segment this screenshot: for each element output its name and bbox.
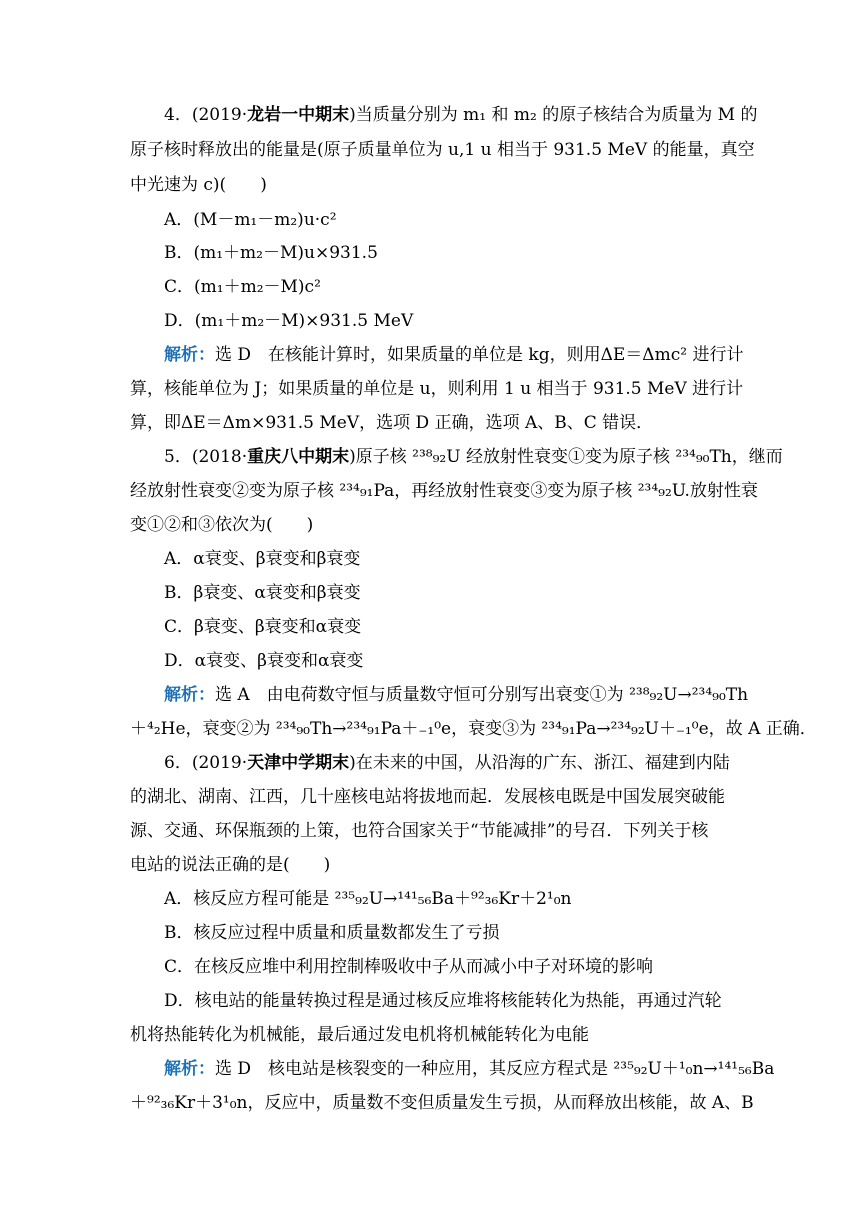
q4-analysis-line-3: 算，即ΔE＝Δm×931.5 MeV，选项 D 正确，选项 A、B、C 错误． bbox=[130, 413, 654, 433]
q4-option-b: B．(m₁＋m₂－M)u×931.5 bbox=[164, 243, 378, 263]
q6-school: 天津中学期末 bbox=[247, 753, 350, 773]
q4-line-3: 中光速为 c)( ) bbox=[130, 175, 267, 195]
q5-line-3: 变①②和③依次为( ) bbox=[130, 515, 314, 535]
q6-number: 6． bbox=[164, 753, 192, 773]
q4-analysis-line-1 bbox=[164, 344, 744, 370]
q4-option-a: A．(M－m₁－m₂)u·c² bbox=[164, 210, 337, 230]
q6-source-open: (2019· bbox=[191, 753, 248, 773]
q4-option-c: C．(m₁＋m₂－M)c² bbox=[164, 277, 321, 297]
q5-analysis-line-1 bbox=[164, 684, 749, 710]
q4-analysis-line-2: 算，核能单位为 J；如果质量的单位是 u，则利用 1 u 相当于 931.5 MeV 进行计 bbox=[130, 379, 744, 399]
q6-option-d-line-2: 机将热能转化为机械能，最后通过发电机将机械能转化为电能 bbox=[130, 1025, 589, 1045]
q6-option-a: A．核反应方程可能是 ²³⁵₉₂U→¹⁴¹₅₆Ba＋⁹²₃₆Kr＋2¹₀n bbox=[164, 889, 572, 909]
q5-source-open: (2018· bbox=[191, 447, 248, 467]
q5-option-a: A．α衰变、β衰变和β衰变 bbox=[164, 549, 361, 569]
q6-option-b: B．核反应过程中质量和质量数都发生了亏损 bbox=[164, 923, 500, 943]
q5-number: 5． bbox=[164, 447, 192, 467]
q4-analysis-label: 解析： bbox=[164, 345, 215, 365]
q6-option-c: C．在核反应堆中利用控制棒吸收中子从而减小中子对环境的影响 bbox=[164, 957, 654, 977]
q5-stem-1: )原子核 ²³⁸₉₂U 经放射性衰变①变为原子核 ²³⁴₉₀Th，继而 bbox=[349, 447, 783, 467]
q6-analysis-text-1: 选 D 核电站是核裂变的一种应用，其反应方程式是 ²³⁵₉₂U＋¹₀n→¹⁴¹₅₆Ba bbox=[215, 1059, 775, 1079]
q5-analysis-label: 解析： bbox=[164, 685, 215, 705]
q6-analysis-line-2: ＋⁹²₃₆Kr＋3¹₀n，反应中，质量数不变但质量发生亏损，从而释放出核能，故 A、B bbox=[130, 1093, 754, 1113]
q4-source-open: (2019· bbox=[191, 105, 248, 125]
q6-stem-1: )在未来的中国，从沿海的广东、浙江、福建到内陆 bbox=[349, 753, 730, 773]
q5-line-1 bbox=[164, 446, 783, 472]
q5-analysis-text-1: 选 A 由电荷数守恒与质量数守恒可分别写出衰变①为 ²³⁸₉₂U→²³⁴₉₀Th bbox=[215, 685, 749, 705]
q5-option-d: D．α衰变、β衰变和α衰变 bbox=[164, 651, 364, 671]
q4-option-d: D．(m₁＋m₂－M)×931.5 MeV bbox=[164, 311, 414, 331]
q5-option-c: C．β衰变、β衰变和α衰变 bbox=[164, 617, 362, 637]
q5-school: 重庆八中期末 bbox=[247, 447, 350, 467]
q6-line-3: 源、交通、环保瓶颈的上策，也符合国家关于“节能减排”的号召．下列关于核 bbox=[130, 821, 709, 841]
q4-stem-1: )当质量分别为 m₁ 和 m₂ 的原子核结合为质量为 M 的 bbox=[349, 105, 758, 125]
q6-line-2: 的湖北、湖南、江西，几十座核电站将拔地而起．发展核电既是中国发展突破能 bbox=[130, 787, 725, 807]
q6-analysis-label: 解析： bbox=[164, 1059, 215, 1079]
q6-line-4: 电站的说法正确的是( ) bbox=[130, 855, 331, 875]
q4-analysis-text-1: 选 D 在核能计算时，如果质量的单位是 kg，则用ΔE＝Δmc² 进行计 bbox=[215, 345, 744, 365]
q4-number: 4． bbox=[164, 105, 192, 125]
q6-option-d-line-1: D．核电站的能量转换过程是通过核反应堆将核能转化为热能，再通过汽轮 bbox=[164, 991, 722, 1011]
q6-line-1 bbox=[164, 752, 740, 778]
q4-school: 龙岩一中期末 bbox=[247, 105, 350, 125]
q5-line-2: 经放射性衰变②变为原子核 ²³⁴₉₁Pa，再经放射性衰变③变为原子核 ²³⁴₉₂U.放射性衰 bbox=[130, 481, 758, 501]
q5-analysis-line-2: ＋⁴₂He，衰变②为 ²³⁴₉₀Th→²³⁴₉₁Pa＋₋₁⁰e，衰变③为 ²³⁴₉₁Pa→²³⁴₉₂U＋₋₁⁰e，故 A 正确． bbox=[130, 719, 817, 739]
q4-line-2: 原子核时释放出的能量是(原子质量单位为 u,1 u 相当于 931.5 MeV 的能量，真空 bbox=[130, 140, 755, 160]
q5-option-b: B．β衰变、α衰变和β衰变 bbox=[164, 583, 361, 603]
q4-line-1 bbox=[164, 104, 758, 130]
q6-analysis-line-1 bbox=[164, 1058, 775, 1084]
